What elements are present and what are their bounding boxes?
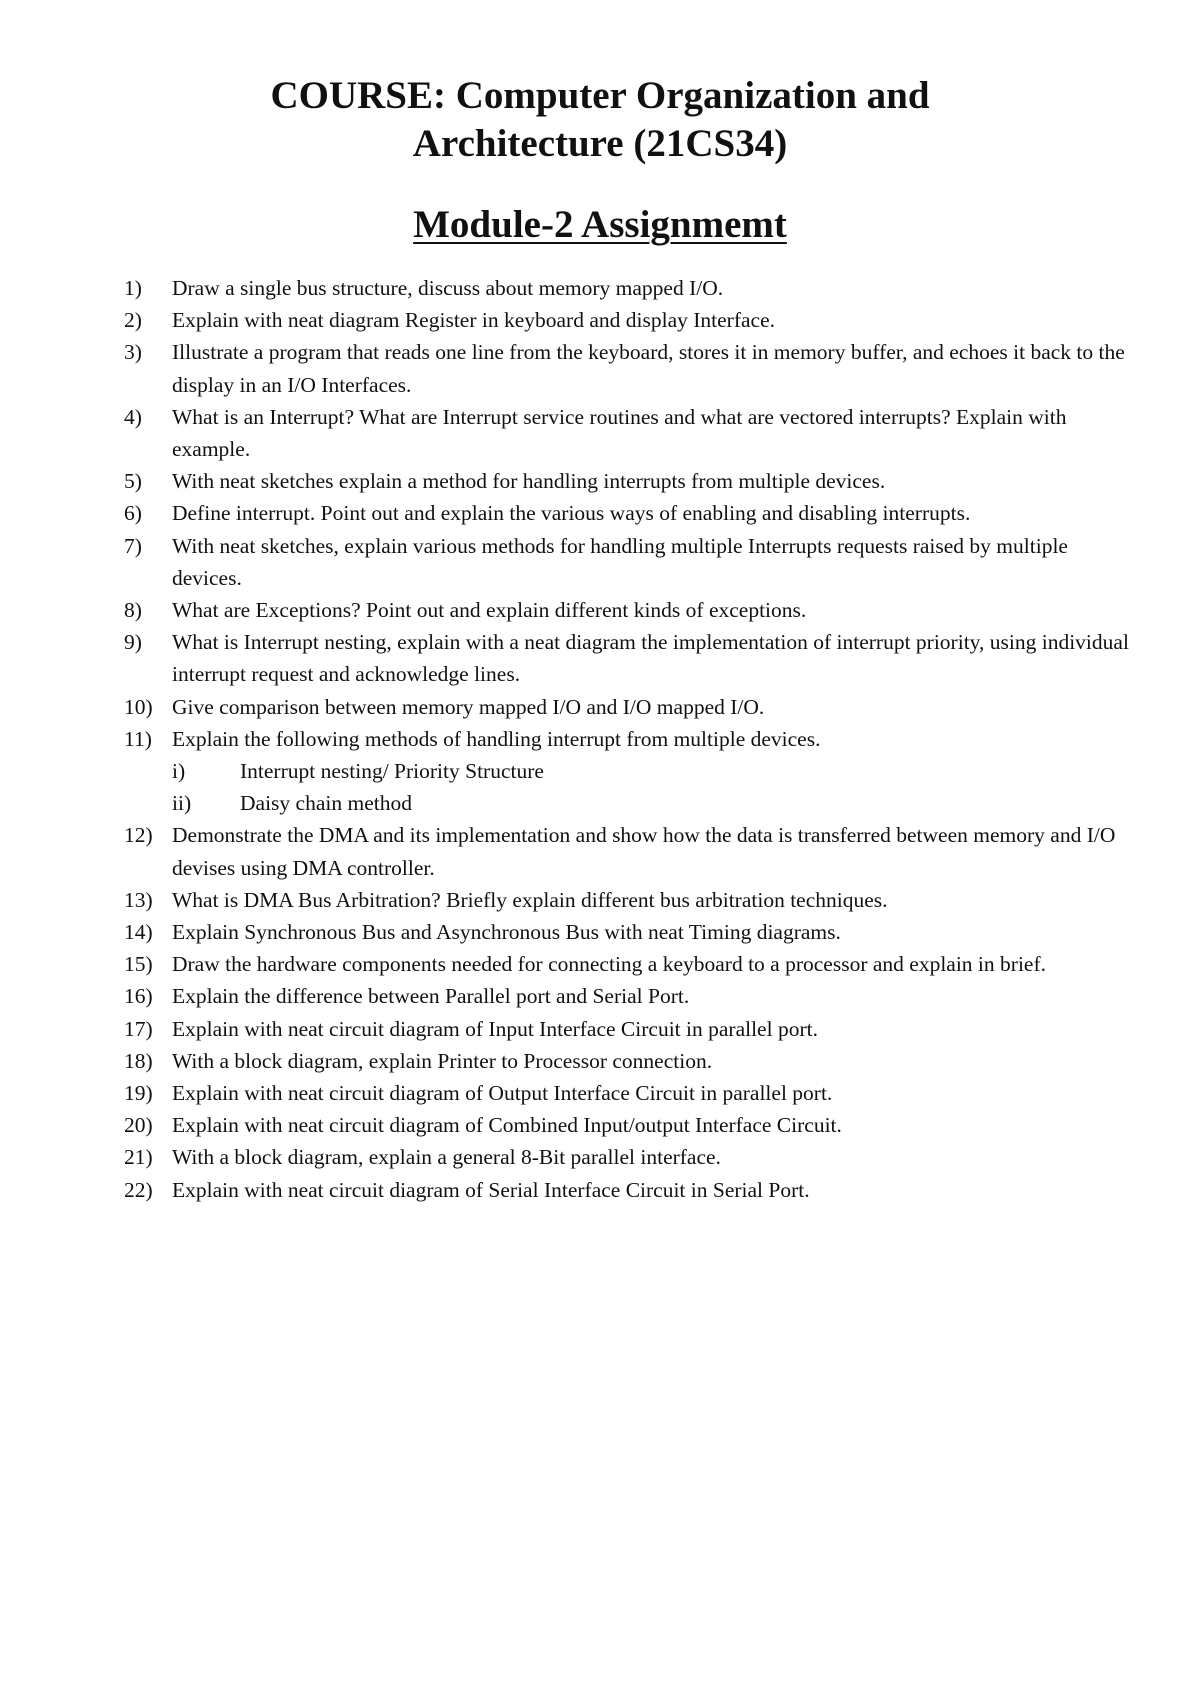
question-number: 5) bbox=[124, 469, 142, 494]
question-item bbox=[124, 626, 1134, 690]
sub-question-item bbox=[172, 755, 1134, 787]
question-text: Draw a single bus structure, discuss about memory mapped I/O. bbox=[172, 276, 724, 300]
question-item bbox=[124, 530, 1134, 594]
question-item bbox=[124, 819, 1134, 883]
question-number: 7) bbox=[124, 533, 142, 558]
module-title: Module-2 Assignmemt bbox=[413, 203, 787, 246]
question-text: What is an Interrupt? What are Interrupt service routines and what are vectored interrupts? Explain with example. bbox=[172, 404, 1067, 462]
question-list bbox=[124, 272, 1134, 1206]
question-text: Illustrate a program that reads one line from the keyboard, stores it in memory buffer, and echoes it back to the display in an I/O Interfaces. bbox=[172, 340, 1125, 397]
question-number: 20) bbox=[124, 1113, 153, 1138]
question-item bbox=[124, 1077, 1134, 1109]
question-item bbox=[124, 1174, 1134, 1206]
question-number: 3) bbox=[124, 340, 142, 365]
question-number: 13) bbox=[124, 887, 153, 912]
question-text: With neat sketches explain a method for handling interrupts from multiple devices. bbox=[172, 469, 886, 494]
sub-question-text: Daisy chain method bbox=[240, 791, 412, 816]
question-item bbox=[124, 916, 1134, 948]
question-text: Explain Synchronous Bus and Asynchronous Bus with neat Timing diagrams. bbox=[172, 920, 841, 945]
question-item bbox=[124, 980, 1134, 1012]
course-title-line1: COURSE: Computer Organization and bbox=[270, 74, 930, 117]
question-number: 8) bbox=[124, 598, 142, 623]
question-text: With a block diagram, explain Printer to Processor connection. bbox=[172, 1048, 713, 1073]
question-text: Draw the hardware components needed for connecting a keyboard to a processor and explain in brief. bbox=[172, 952, 1046, 977]
sub-question-item bbox=[172, 787, 1134, 819]
question-text: Demonstrate the DMA and its implementation and show how the data is transferred between memory and I/O devises using DMA controller. bbox=[172, 823, 1116, 880]
question-number: 14) bbox=[124, 920, 153, 945]
question-number: 19) bbox=[124, 1081, 153, 1106]
question-item bbox=[124, 594, 1134, 626]
question-item bbox=[124, 1109, 1134, 1141]
question-number: 18) bbox=[124, 1048, 153, 1073]
question-number: 4) bbox=[124, 404, 142, 429]
question-item bbox=[124, 723, 1134, 820]
question-number: 11) bbox=[124, 726, 152, 751]
question-item bbox=[124, 1045, 1134, 1077]
question-number: 15) bbox=[124, 952, 153, 977]
course-title bbox=[0, 72, 1200, 168]
question-item bbox=[124, 336, 1134, 400]
question-text: What is DMA Bus Arbitration? Briefly explain different bus arbitration techniques. bbox=[172, 887, 888, 912]
question-item bbox=[124, 401, 1134, 465]
question-item bbox=[124, 691, 1134, 723]
question-item bbox=[124, 948, 1134, 980]
question-number: 17) bbox=[124, 1016, 153, 1041]
question-item bbox=[124, 272, 1134, 304]
question-text: Give comparison between memory mapped I/O and I/O mapped I/O. bbox=[172, 694, 765, 719]
question-number: 9) bbox=[124, 630, 142, 655]
question-number: 10) bbox=[124, 694, 153, 719]
question-text: Explain the difference between Parallel port and Serial Port. bbox=[172, 984, 690, 1009]
question-item bbox=[124, 465, 1134, 497]
question-text: With neat sketches, explain various methods for handling multiple Interrupts requests raised by multiple devices. bbox=[172, 533, 1068, 590]
question-number: 16) bbox=[124, 984, 153, 1009]
question-item bbox=[124, 1013, 1134, 1045]
course-title-line2: Architecture (21CS34) bbox=[412, 122, 788, 165]
question-number: 22) bbox=[124, 1177, 153, 1202]
question-text: What is Interrupt nesting, explain with a neat diagram the implementation of interrupt priority, using individual interrupt request and acknowledge lines. bbox=[172, 630, 1129, 687]
question-text: With a block diagram, explain a general 8-Bit parallel interface. bbox=[172, 1145, 721, 1170]
question-text: Explain with neat diagram Register in keyboard and display Interface. bbox=[172, 308, 775, 333]
question-text: Explain with neat circuit diagram of Serial Interface Circuit in Serial Port. bbox=[172, 1177, 810, 1202]
sub-question-number: i) bbox=[172, 759, 186, 784]
question-text: What are Exceptions? Point out and explain different kinds of exceptions. bbox=[172, 598, 807, 623]
question-number: 6) bbox=[124, 501, 142, 526]
question-item bbox=[124, 1141, 1134, 1173]
question-text: Explain with neat circuit diagram of Output Interface Circuit in parallel port. bbox=[172, 1081, 833, 1106]
sub-question-list bbox=[172, 755, 1134, 819]
sub-question-text: Interrupt nesting/ Priority Structure bbox=[240, 759, 544, 784]
question-item bbox=[124, 497, 1134, 529]
question-number: 21) bbox=[124, 1145, 153, 1170]
question-item bbox=[124, 304, 1134, 336]
question-number: 12) bbox=[124, 823, 153, 848]
question-text: Define interrupt. Point out and explain the various ways of enabling and disabling interrupts. bbox=[172, 501, 971, 526]
question-number: 1) bbox=[124, 276, 142, 300]
question-number: 2) bbox=[124, 308, 142, 333]
sub-question-number: ii) bbox=[172, 791, 192, 816]
question-text: Explain the following methods of handling interrupt from multiple devices. bbox=[172, 726, 821, 751]
question-item bbox=[124, 884, 1134, 916]
question-text: Explain with neat circuit diagram of Input Interface Circuit in parallel port. bbox=[172, 1016, 818, 1041]
title-block bbox=[0, 72, 1200, 249]
question-text: Explain with neat circuit diagram of Combined Input/output Interface Circuit. bbox=[172, 1113, 842, 1138]
